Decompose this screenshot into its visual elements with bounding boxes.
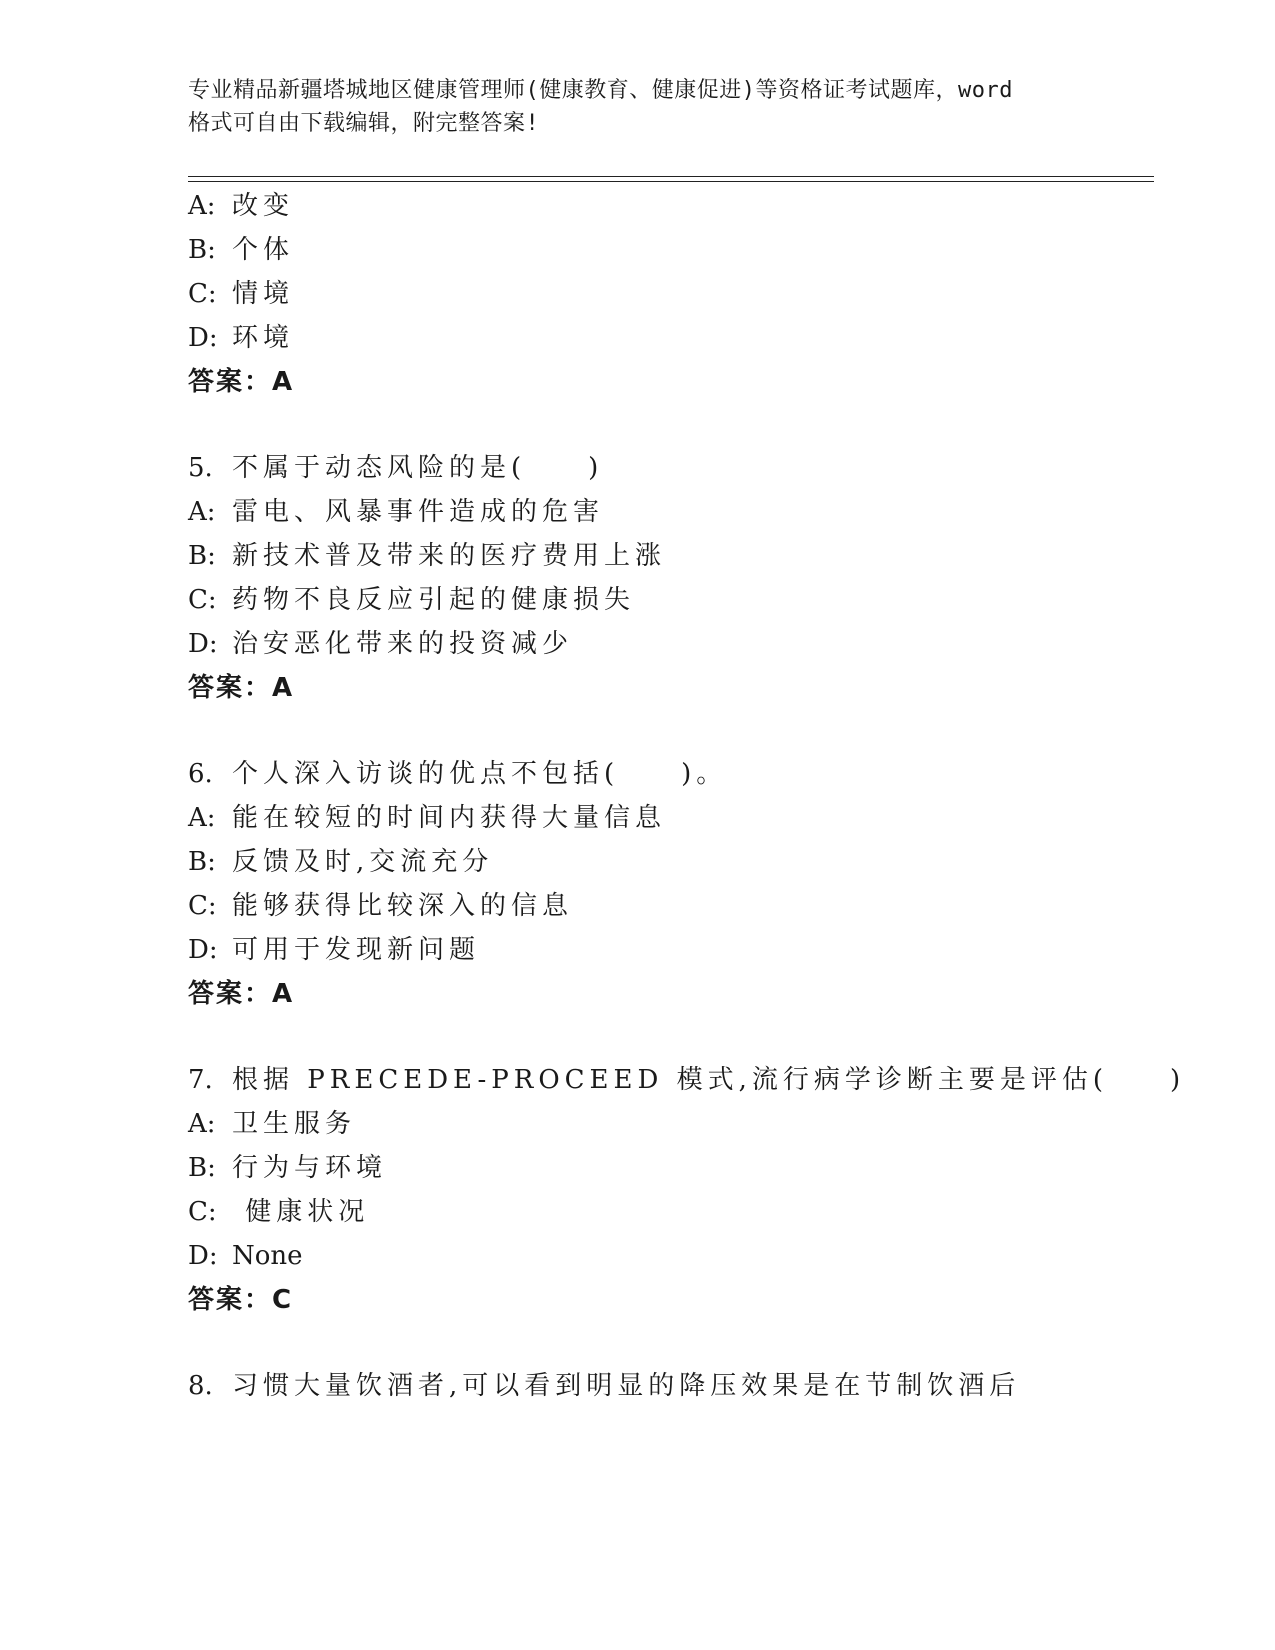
q7-option-a <box>188 1108 356 1140</box>
option-label: A: <box>188 803 216 833</box>
q5-option-d <box>188 628 573 660</box>
q5-answer: 答案：A <box>188 673 295 703</box>
q4-option-a <box>188 190 294 222</box>
question-number: 7. <box>188 1065 213 1095</box>
q6-option-b <box>188 846 493 878</box>
q7-answer: 答案：C <box>188 1285 294 1315</box>
question-text: 个人深入访谈的优点不包括( )。 <box>232 759 728 789</box>
option-label: D: <box>188 323 218 353</box>
option-label: D: <box>188 1241 218 1271</box>
option-text: 雷电、风暴事件造成的危害 <box>232 497 605 527</box>
q5-option-b <box>188 540 666 572</box>
option-text: 能够获得比较深入的信息 <box>232 891 574 921</box>
q6-answer: 答案：A <box>188 979 295 1009</box>
option-text: 情境 <box>232 279 295 309</box>
option-label: B: <box>188 235 216 265</box>
q4-option-d <box>188 322 294 354</box>
q4-answer: 答案：A <box>188 367 295 397</box>
option-label: A: <box>188 1109 216 1139</box>
q5-option-a <box>188 496 604 528</box>
option-text: 可用于发现新问题 <box>232 935 481 965</box>
question-number: 6. <box>188 759 213 789</box>
q5-stem <box>188 452 603 484</box>
question-text: 习惯大量饮酒者,可以看到明显的降压效果是在节制饮酒后 <box>232 1371 1021 1401</box>
option-text: None <box>232 1241 303 1271</box>
q7-option-c <box>188 1196 369 1228</box>
q6-stem <box>188 758 727 790</box>
header-rule-top <box>188 176 1154 177</box>
option-label: C: <box>188 585 217 615</box>
q8-stem <box>188 1370 1020 1402</box>
q6-option-d <box>188 934 480 966</box>
option-text: 治安恶化带来的投资减少 <box>232 629 574 659</box>
option-label: C: <box>188 891 217 921</box>
option-label: D: <box>188 935 218 965</box>
q7-stem <box>188 1064 1185 1096</box>
option-text: 能在较短的时间内获得大量信息 <box>232 803 667 833</box>
option-text: 药物不良反应引起的健康损失 <box>232 585 636 615</box>
q4-option-b <box>188 234 294 266</box>
option-text: 行为与环境 <box>232 1153 388 1183</box>
option-label: B: <box>188 1153 216 1183</box>
question-number: 5. <box>188 453 213 483</box>
q5-option-c <box>188 584 635 616</box>
header-line-2: 格式可自由下载编辑，附完整答案! <box>188 111 540 136</box>
option-label: B: <box>188 541 216 571</box>
question-number: 8. <box>188 1371 213 1401</box>
document-header <box>188 74 1088 140</box>
q7-option-b <box>188 1152 387 1184</box>
header-rule-bottom <box>188 181 1154 182</box>
header-line-1: 专业精品新疆塔城地区健康管理师(健康教育、健康促进)等资格证考试题库，word <box>188 78 1013 103</box>
option-text: 新技术普及带来的医疗费用上涨 <box>232 541 667 571</box>
q7-option-d <box>188 1240 303 1272</box>
option-label: A: <box>188 191 216 221</box>
option-text: 反馈及时,交流充分 <box>232 847 494 877</box>
q6-option-c <box>188 890 573 922</box>
option-text: 个体 <box>232 235 295 265</box>
option-text: 改变 <box>232 191 295 221</box>
option-label: C: <box>188 1197 217 1227</box>
option-label: B: <box>188 847 216 877</box>
option-label: D: <box>188 629 218 659</box>
option-label: A: <box>188 497 216 527</box>
question-text: 根据 PRECEDE-PROCEED 模式,流行病学诊断主要是评估( ) <box>232 1065 1186 1095</box>
q6-option-a <box>188 802 666 834</box>
option-text: 卫生服务 <box>232 1109 357 1139</box>
question-text: 不属于动态风险的是( ) <box>232 453 604 483</box>
option-text: 环境 <box>232 323 295 353</box>
option-text: 健康状况 <box>232 1197 370 1227</box>
q4-option-c <box>188 278 294 310</box>
option-label: C: <box>188 279 217 309</box>
